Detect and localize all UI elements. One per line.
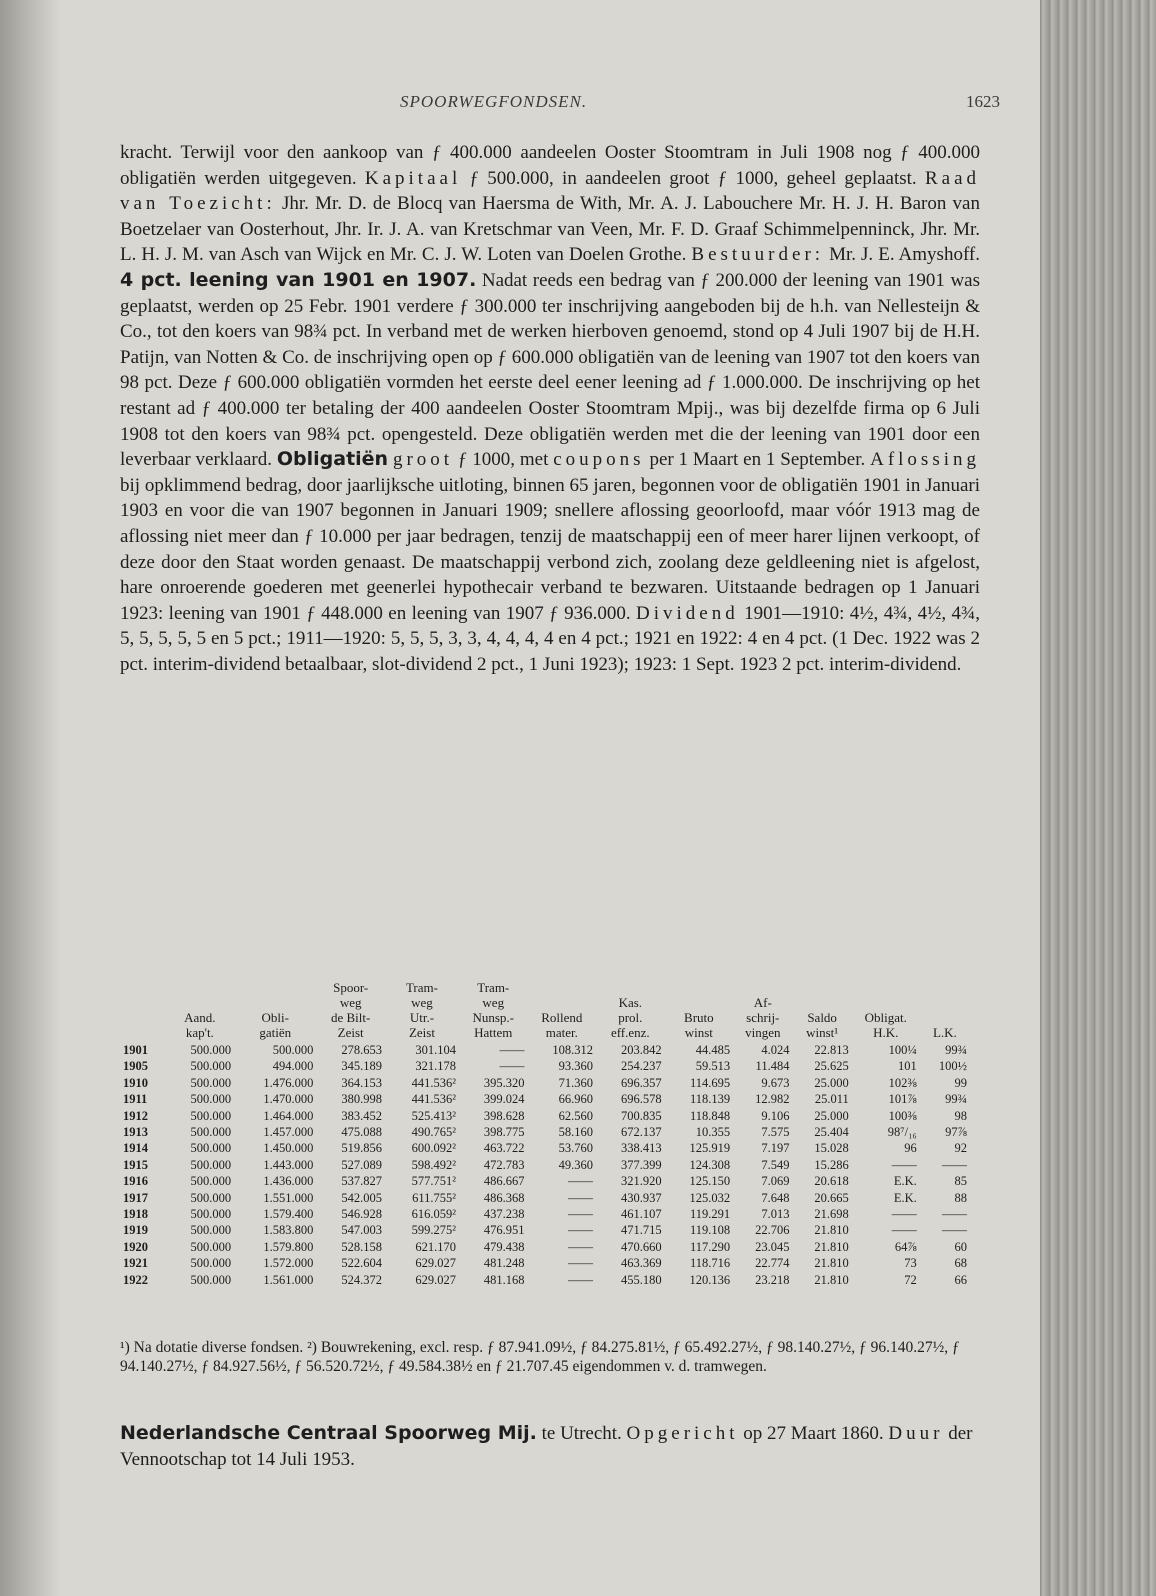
- table-cell: 20.665: [814, 1190, 849, 1205]
- table-row: [120, 1058, 970, 1074]
- text-segment: ƒ 500.000, in aandeelen groot ƒ 1000, geheel geplaatst.: [469, 167, 917, 189]
- table-row: [120, 1124, 970, 1140]
- table-cell: ——: [891, 1157, 917, 1172]
- text-segment: Jhr. Mr. D. de Blocq van Haersma de With, Mr. A. J. Labouchere Mr. H. J. H. Baron van Boetzelaer van Oosterhout, Jhr. Ir. J. A. van Kretschmar van Veen, Mr. F. D. Graaf Schimmelpenninck, Jhr. Mr. L. H. J. M. van Asch van Wijck en Mr. C. J. W. Loten van Doelen Grothe.: [120, 193, 980, 266]
- raad-van-toezicht-label: Raad van Toezicht:: [120, 167, 981, 215]
- table-cell: 700.835: [620, 1108, 662, 1123]
- table-cell: 524.372: [341, 1272, 382, 1287]
- year-cell: 1922: [123, 1272, 148, 1287]
- table-cell: 21.810: [814, 1223, 849, 1238]
- table-cell: 1.464.000: [263, 1108, 314, 1123]
- year-cell: 1916: [123, 1174, 148, 1189]
- table-cell: 118.139: [689, 1092, 731, 1107]
- table-cell: 696.578: [620, 1092, 662, 1107]
- table-cell: 377.399: [620, 1157, 662, 1172]
- table-cell: 118.848: [689, 1108, 731, 1123]
- table-cell: 21.810: [814, 1256, 849, 1271]
- table-cell: 577.751²: [411, 1174, 456, 1189]
- table-cell: 66.960: [558, 1092, 594, 1107]
- table-cell: 599.275²: [411, 1223, 456, 1238]
- table-cell: 7.013: [761, 1207, 790, 1222]
- table-cell: ——: [568, 1223, 594, 1238]
- column-header: L.K.: [932, 1025, 957, 1040]
- table-cell: 88: [954, 1190, 967, 1205]
- table-cell: ——: [942, 1223, 967, 1238]
- table-cell: 254.237: [620, 1059, 662, 1074]
- table-cell: 441.536²: [411, 1092, 456, 1107]
- table-cell: 470.660: [620, 1239, 662, 1254]
- table-cell: 117.290: [689, 1239, 731, 1254]
- table-cell: 114.695: [689, 1075, 731, 1090]
- table-cell: ——: [568, 1239, 594, 1254]
- table-cell: 119.291: [689, 1207, 731, 1222]
- table-cell: 398.628: [483, 1108, 525, 1123]
- table-cell: 481.168: [483, 1272, 525, 1287]
- table-cell: 101: [898, 1059, 917, 1074]
- table-cell: 4.024: [761, 1043, 790, 1057]
- column-header: Bruto winst: [684, 1010, 714, 1040]
- table-cell: 25.404: [814, 1125, 849, 1140]
- dividend-label: Dividend: [636, 602, 739, 624]
- table-cell: 486.368: [483, 1190, 525, 1205]
- column-header: Tram- weg Nunsp.- Hattem: [472, 980, 515, 1040]
- table-cell: 500.000: [190, 1092, 232, 1107]
- table-cell: 629.027: [415, 1272, 456, 1287]
- table-row: [120, 1222, 970, 1238]
- body-text: [120, 140, 980, 677]
- year-cell: 1918: [123, 1207, 148, 1222]
- table-cell: 108.312: [552, 1043, 594, 1057]
- table-cell: 124.308: [689, 1157, 731, 1172]
- table-cell: 500.000: [272, 1043, 314, 1057]
- table-cell: 7.575: [761, 1125, 790, 1140]
- table-cell: 99¾: [945, 1092, 967, 1107]
- table-cell: 7.069: [761, 1174, 790, 1189]
- table-cell: 463.722: [483, 1141, 525, 1156]
- text-segment: Mr. J. E. Amyshoff.: [829, 244, 981, 266]
- text-segment: per 1 Maart en 1 September.: [649, 449, 866, 471]
- duur-label: Duur: [888, 1423, 944, 1444]
- table-cell: 527.089: [341, 1157, 382, 1172]
- year-cell: 1914: [123, 1141, 148, 1156]
- table-cell: 58.160: [558, 1125, 594, 1140]
- table-cell: 547.003: [341, 1223, 382, 1238]
- table-cell: 476.951: [483, 1223, 525, 1238]
- bestuurder-label: Bestuurder:: [691, 244, 825, 266]
- table-row: [120, 1239, 970, 1255]
- table-cell: 72: [904, 1272, 917, 1287]
- text-segment: ƒ 1000, met: [457, 449, 549, 471]
- page-edges: [1040, 0, 1156, 1596]
- column-header: Spoor- weg de Bilt- Zeist: [330, 980, 371, 1040]
- table-cell: 15.286: [814, 1157, 849, 1172]
- table-cell: 500.000: [190, 1223, 232, 1238]
- table-cell: 546.928: [341, 1207, 382, 1222]
- table-row: [120, 1042, 970, 1058]
- table-cell: E.K.: [893, 1174, 917, 1189]
- table-cell: 44.485: [695, 1043, 731, 1057]
- company-name: Nederlandsche Centraal Spoorweg Mij.: [120, 1422, 537, 1444]
- table-row: [120, 1091, 970, 1107]
- table-cell: 500.000: [190, 1059, 232, 1074]
- table-header-row: [120, 980, 970, 1042]
- table-cell: ——: [568, 1207, 594, 1222]
- company-location: te Utrecht.: [541, 1423, 622, 1444]
- running-title: SPOORWEGFONDSEN.: [400, 92, 588, 111]
- table-cell: 1.476.000: [263, 1075, 314, 1090]
- table-cell: 100¼: [888, 1043, 917, 1057]
- table-row: [120, 1173, 970, 1189]
- year-cell: 1905: [123, 1059, 148, 1074]
- year-cell: 1911: [123, 1092, 148, 1107]
- table-cell: ——: [942, 1157, 967, 1172]
- text-segment: kracht. Terwijl voor den aankoop van ƒ 400.000 aandeelen Ooster Stoomtram in Juli 1908 nog ƒ 400.000 obligatiën werden uitgegeven.: [120, 142, 980, 189]
- column-header: Aand. kap't.: [184, 1010, 216, 1040]
- table-cell: 7.197: [761, 1141, 790, 1156]
- table-row: [120, 1108, 970, 1124]
- year-cell: 1910: [123, 1075, 148, 1090]
- table-cell: 399.024: [483, 1092, 525, 1107]
- table-cell: 119.108: [689, 1223, 731, 1238]
- table-cell: 68: [954, 1256, 967, 1271]
- table-cell: 23.045: [755, 1239, 790, 1254]
- table-cell: 519.856: [341, 1141, 382, 1156]
- column-header: Obligat. H.K.: [864, 1010, 907, 1040]
- main-paragraph: [120, 140, 980, 677]
- table-cell: 1.561.000: [263, 1272, 314, 1287]
- table-cell: 62.560: [558, 1108, 594, 1123]
- table-cell: 611.755²: [412, 1190, 456, 1205]
- table-cell: 616.059²: [411, 1207, 456, 1222]
- column-header: Saldo winst¹: [806, 1010, 839, 1040]
- table-cell: 481.248: [483, 1256, 525, 1271]
- table-cell: 500.000: [190, 1108, 232, 1123]
- table-cell: 500.000: [190, 1141, 232, 1156]
- year-cell: 1912: [123, 1108, 148, 1123]
- footnotes: [120, 1338, 980, 1376]
- table-cell: 25.000: [814, 1075, 849, 1090]
- table-cell: 118.716: [689, 1256, 731, 1271]
- table-cell: 98: [954, 1108, 967, 1123]
- table-cell: ——: [568, 1174, 594, 1189]
- table-cell: 92: [954, 1141, 967, 1156]
- table-cell: 203.842: [620, 1043, 662, 1057]
- table-cell: ——: [568, 1190, 594, 1205]
- table-cell: 500.000: [190, 1075, 232, 1090]
- table-cell: 321.178: [415, 1059, 456, 1074]
- table-cell: 525.413²: [411, 1108, 456, 1123]
- column-header: Obli- gatiën: [259, 1010, 292, 1040]
- table-cell: 23.218: [755, 1272, 790, 1287]
- column-header: Kas. prol. eff.enz.: [610, 995, 650, 1040]
- table-cell: ——: [891, 1223, 917, 1238]
- table-cell: 64⅞: [894, 1239, 917, 1254]
- table-cell: 500.000: [190, 1174, 232, 1189]
- table-cell: 120.136: [689, 1272, 731, 1287]
- table-cell: 500.000: [190, 1256, 232, 1271]
- table-cell: 9.673: [761, 1075, 790, 1090]
- table-row: [120, 1157, 970, 1173]
- table-cell: 1.450.000: [263, 1141, 314, 1156]
- table-cell: E.K.: [893, 1190, 917, 1205]
- table-cell: 10.355: [695, 1125, 731, 1140]
- table-cell: 60: [954, 1239, 967, 1254]
- table-cell: ——: [942, 1207, 967, 1222]
- table-cell: 100½: [938, 1059, 967, 1074]
- table-cell: 73: [904, 1256, 917, 1271]
- table-cell: 1.579.400: [263, 1207, 314, 1222]
- table-cell: 21.698: [814, 1207, 849, 1222]
- column-header: Af- schrij- vingen: [745, 995, 781, 1040]
- year-cell: 1917: [123, 1190, 148, 1205]
- table-cell: 455.180: [620, 1272, 662, 1287]
- table-cell: 500.000: [190, 1272, 232, 1287]
- table-cell: 500.000: [190, 1190, 232, 1205]
- table-cell: 21.810: [814, 1272, 849, 1287]
- opgericht-label: Opgericht: [626, 1423, 739, 1444]
- table-cell: 99¾: [945, 1043, 967, 1057]
- table-cell: 475.088: [341, 1125, 382, 1140]
- table-cell: 395.320: [483, 1075, 525, 1090]
- spine-shadow: [0, 0, 60, 1596]
- table-cell: 522.604: [341, 1256, 382, 1271]
- table-cell: 22.774: [755, 1256, 790, 1271]
- table-cell: 1.579.800: [263, 1239, 314, 1254]
- table-cell: 15.028: [814, 1141, 849, 1156]
- table-cell: 364.153: [341, 1075, 382, 1090]
- company-entry: [120, 1420, 980, 1473]
- table-cell: 1.436.000: [263, 1174, 314, 1189]
- table-cell: 490.765²: [411, 1125, 456, 1140]
- year-cell: 1921: [123, 1256, 148, 1271]
- table-cell: 301.104: [415, 1043, 456, 1057]
- table-cell: 125.919: [689, 1141, 731, 1156]
- table-cell: 125.032: [689, 1190, 731, 1205]
- table-cell: 96: [904, 1141, 917, 1156]
- table-cell: 53.760: [558, 1141, 594, 1156]
- table-cell: 85: [954, 1174, 967, 1189]
- table-cell: 125.150: [689, 1174, 731, 1189]
- data-table: [120, 980, 970, 1288]
- coupons-label: coupons: [553, 449, 645, 471]
- table-cell: 321.920: [620, 1174, 662, 1189]
- table-cell: 430.937: [620, 1190, 662, 1205]
- column-header: [120, 980, 166, 1042]
- table-cell: 102⅜: [888, 1075, 917, 1090]
- table-cell: 101⅞: [888, 1092, 917, 1107]
- duur-text: der Vennootschap tot 14 Juli 1953.: [120, 1423, 973, 1470]
- year-cell: 1913: [123, 1125, 148, 1140]
- table-cell: 59.513: [695, 1059, 731, 1074]
- table-row: [120, 1190, 970, 1206]
- column-header: Rollend mater.: [541, 1010, 583, 1040]
- table-cell: 471.715: [620, 1223, 662, 1238]
- table-cell: 1.443.000: [263, 1157, 314, 1172]
- table-row: [120, 1272, 970, 1288]
- table-row: [120, 1255, 970, 1271]
- table-cell: 12.982: [755, 1092, 790, 1107]
- table-cell: 100⅜: [888, 1108, 917, 1123]
- year-cell: 1915: [123, 1157, 148, 1172]
- table-cell: 21.810: [814, 1239, 849, 1254]
- table-cell: 479.438: [483, 1239, 525, 1254]
- table-cell: 98⁷/₁₆: [887, 1125, 917, 1140]
- table-cell: 7.648: [761, 1190, 790, 1205]
- page-number: 1623: [966, 92, 1000, 111]
- table-cell: 25.000: [814, 1108, 849, 1123]
- text-segment: bij opklimmend bedrag, door jaarlijksche uitloting, binnen 65 jaren, begonnen voor de obligatiën 1901 in Januari 1903 en voor die van 1907 begonnen in Januari 1909; snellere aflossing geoorloofd, maar vóór 1913 mag de aflossing niet meer dan ƒ 10.000 per jaar bedragen, tenzij de maatschappij een of meer harer lijnen verkoopt, of deze door den Staat worden genaast. De maatschappij verbond zich, zoolang deze geldleening niet is afgelost, hare onroerende goederen met geenerlei hypothecair verband te bezwaren. Uitstaande bedragen op 1 Januari 1923: leening van 1901 ƒ 448.000 en leening van 1907 ƒ 936.000.: [120, 474, 980, 624]
- table-cell: 49.360: [558, 1157, 594, 1172]
- table-cell: 437.238: [483, 1207, 525, 1222]
- table-cell: 472.783: [483, 1157, 525, 1172]
- table-cell: 7.549: [761, 1157, 790, 1172]
- table-cell: 500.000: [190, 1207, 232, 1222]
- financial-table: [120, 980, 980, 1288]
- opgericht-text: op 27 Maart 1860.: [743, 1423, 884, 1444]
- table-cell: 71.360: [558, 1075, 594, 1090]
- table-cell: 542.005: [341, 1190, 382, 1205]
- table-cell: 528.158: [341, 1239, 382, 1254]
- table-cell: ——: [499, 1059, 525, 1074]
- table-cell: 338.413: [620, 1141, 662, 1156]
- footnote: ¹) Na dotatie diverse fondsen. ²) Bouwrekening, excl. resp. ƒ 87.941.09½, ƒ 84.275.81½, ƒ 65.492.27½, ƒ 98.140.27½, ƒ 96.140.27½, ƒ 94.140.27½, ƒ 84.927.56½, ƒ 56.520.72½, ƒ 49.584.38½ en ƒ 21.707.45 eigendommen v. d. tramwegen.: [120, 1339, 960, 1375]
- table-cell: 441.536²: [411, 1075, 456, 1090]
- table-cell: 537.827: [341, 1174, 382, 1189]
- table-cell: 22.706: [755, 1223, 790, 1238]
- table-cell: 25.011: [814, 1092, 849, 1107]
- table-cell: 398.775: [483, 1125, 525, 1140]
- text-segment: Nadat reeds een bedrag van ƒ 200.000 der leening van 1901 was geplaatst, werden op 25 Febr. 1901 verdere ƒ 300.000 ter inschrijving aangeboden bij de h.h. van Nellesteijn & Co., tot den koers van 98¾ pct. In verband met de werken hierboven genoemd, stond op 4 Juli 1907 bij de H.H. Patijn, van Notten & Co. de inschrijving open op ƒ 600.000 obligatiën van de leening van 1907 tot den koers van 98 pct. Deze ƒ 600.000 obligatiën vormden het eerste deel eener leening ad ƒ 1.000.000. De inschrijving op het restant ad ƒ 400.000 ter betaling der 400 aandeelen Ooster Stoomtram Mpij., was bij dezelfde firma op 6 Juli 1908 tot den koers van 98¾ pct. opengesteld. Deze obligatiën werden met die der leening van 1901 door een leverbaar verklaard.: [120, 269, 980, 471]
- table-cell: 93.360: [558, 1059, 594, 1074]
- groot-label: groot: [392, 449, 454, 471]
- aflossing-label: Aflossing: [870, 449, 981, 471]
- table-row: [120, 1140, 970, 1156]
- table-cell: 97⅞: [945, 1125, 967, 1140]
- table-cell: ——: [568, 1256, 594, 1271]
- table-cell: 600.092²: [411, 1141, 456, 1156]
- table-cell: 500.000: [190, 1239, 232, 1254]
- table-cell: 345.189: [341, 1059, 382, 1074]
- kapitaal-label: Kapitaal: [364, 167, 462, 189]
- table-cell: 500.000: [190, 1125, 232, 1140]
- table-cell: 1.572.000: [263, 1256, 314, 1271]
- table-cell: 278.653: [341, 1043, 382, 1057]
- table-cell: 629.027: [415, 1256, 456, 1271]
- table-cell: 383.452: [341, 1108, 382, 1123]
- table-cell: 11.484: [755, 1059, 790, 1074]
- table-cell: 1.470.000: [263, 1092, 314, 1107]
- table-cell: 696.357: [620, 1075, 662, 1090]
- table-cell: 463.369: [620, 1256, 662, 1271]
- table-cell: 20.618: [814, 1174, 849, 1189]
- obligatien-label: Obligatiën: [276, 448, 389, 471]
- year-cell: 1920: [123, 1239, 148, 1254]
- table-cell: 1.457.000: [263, 1125, 314, 1140]
- table-cell: ——: [568, 1272, 594, 1287]
- table-cell: 598.492²: [411, 1157, 456, 1172]
- leening-heading: 4 pct. leening van 1901 en 1907.: [120, 268, 477, 291]
- table-cell: 500.000: [190, 1157, 232, 1172]
- company-paragraph: [120, 1420, 980, 1473]
- table-body: [120, 1042, 970, 1288]
- table-cell: 461.107: [620, 1207, 662, 1222]
- table-cell: 25.625: [814, 1059, 849, 1074]
- table-row: [120, 1075, 970, 1091]
- table-cell: 99: [954, 1075, 967, 1090]
- table-cell: 22.813: [814, 1043, 849, 1057]
- table-cell: 380.998: [341, 1092, 382, 1107]
- text-segment: 1901—1910: 4½, 4¾, 4½, 4¾, 5, 5, 5, 5, 5 en 5 pct.; 1911—1920: 5, 5, 5, 3, 3, 4, 4, 4, 4 en 4 pct.; 1921 en 1922: 4 en 4 pct. (1 Dec. 1922 was 2 pct. interim-dividend betaalbaar, slot-dividend 2 pct., 1 Juni 1923); 1923: 1 Sept. 1923 2 pct. interim-dividend.: [120, 602, 981, 675]
- table-cell: 500.000: [190, 1043, 232, 1057]
- year-cell: 1919: [123, 1223, 148, 1238]
- table-cell: 486.667: [483, 1174, 525, 1189]
- table-cell: 494.000: [272, 1059, 314, 1074]
- table-cell: 1.551.000: [263, 1190, 314, 1205]
- table-row: [120, 1206, 970, 1222]
- table-cell: 1.583.800: [263, 1223, 314, 1238]
- table-cell: 672.137: [620, 1125, 662, 1140]
- table-cell: 66: [954, 1272, 967, 1287]
- table-cell: ——: [891, 1207, 917, 1222]
- page-header: [120, 92, 1000, 118]
- year-cell: 1901: [123, 1043, 148, 1057]
- table-cell: 621.170: [415, 1239, 456, 1254]
- column-header: Tram- weg Utr.- Zeist: [405, 980, 438, 1040]
- table-cell: 9.106: [761, 1108, 790, 1123]
- table-cell: ——: [499, 1043, 525, 1057]
